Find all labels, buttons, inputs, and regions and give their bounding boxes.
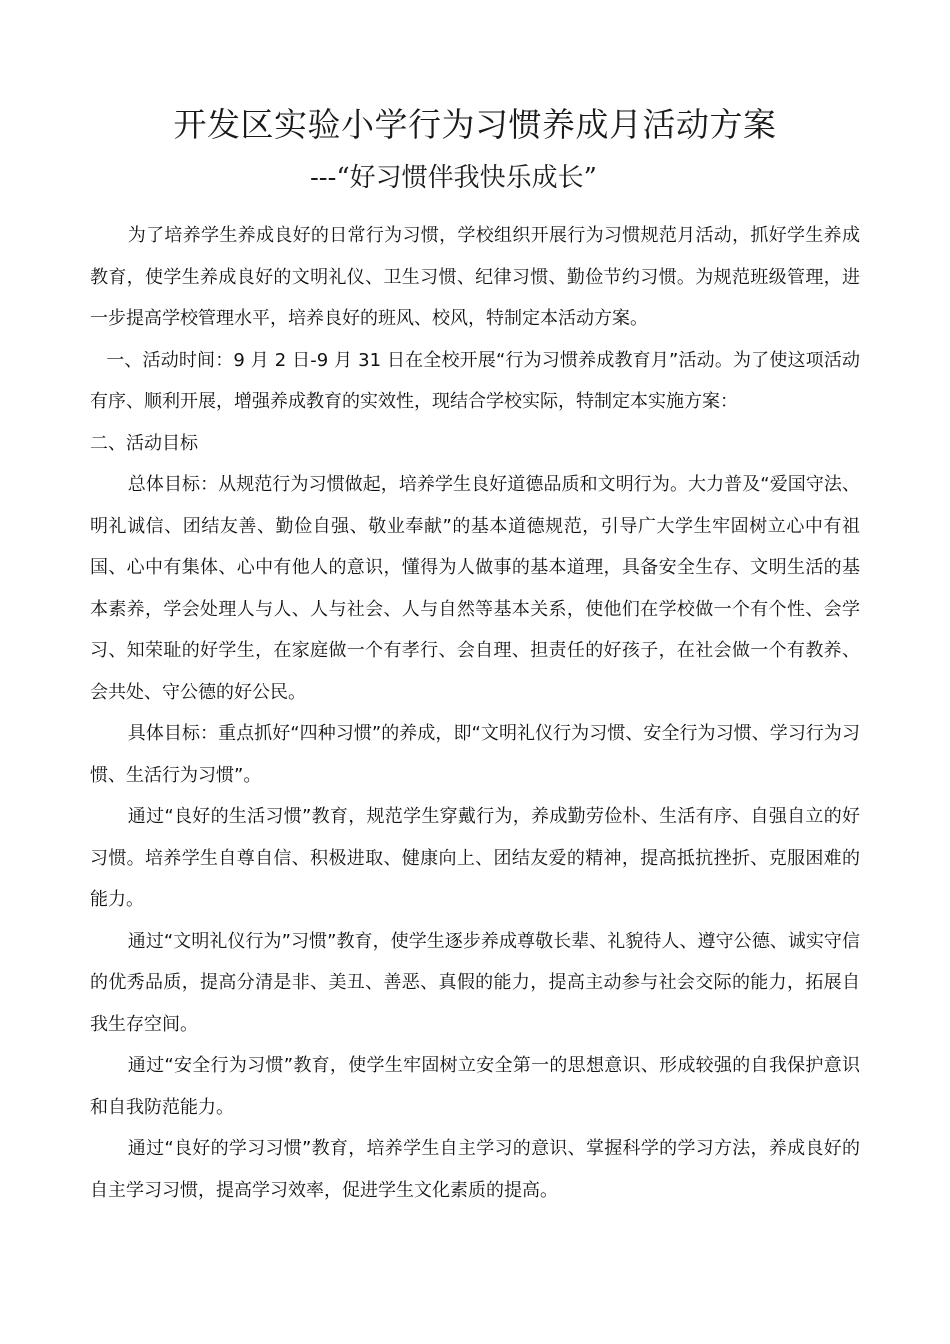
paragraph-safety-habits: 通过“安全行为习惯”教育，使学生牢固树立安全第一的思想意识、形成较强的自我保护意识和自我防范能力。	[90, 1055, 860, 1118]
paragraph-specific-goal: 具体目标：重点抓好“四种习惯”的养成，即“文明礼仪行为习惯、安全行为习惯、学习行为习惯、生活行为习惯”。	[90, 723, 860, 786]
document-subtitle: ---“好习惯伴我快乐成长”	[310, 163, 597, 193]
paragraph-etiquette-habits: 通过“文明礼仪行为”习惯”教育，使学生逐步养成尊敬长辈、礼貌待人、遵守公德、诚实守信的优秀品质，提高分清是非、美丑、善恶、真假的能力，提高主动参与社会交际的能力，拓展自我生存空间。	[90, 930, 860, 1035]
paragraph-study-habits: 通过“良好的学习习惯”教育，培养学生自主学习的意识、掌握科学的学习方法，养成良好的自主学习习惯，提高学习效率，促进学生文化素质的提高。	[90, 1138, 860, 1201]
document-title: 开发区实验小学行为习惯养成月活动方案	[173, 105, 777, 144]
document-body	[90, 215, 860, 1211]
paragraph-life-habits: 通过“良好的生活习惯”教育，规范学生穿戴行为，养成勤劳俭朴、生活有序、自强自立的好习惯。培养学生自尊自信、积极进取、健康向上、团结友爱的精神，提高抵抗挫折、克服困难的能力。	[90, 806, 860, 910]
section-heading-goals: 二、活动目标	[90, 432, 198, 454]
paragraph-overall-goal: 总体目标：从规范行为习惯做起，培养学生良好道德品质和文明行为。大力普及“爱国守法、明礼诚信、团结友善、勤俭自强、敬业奉献”的基本道德规范，引导广大学生牢固树立心中有祖国、心中有集体、心中有他人的意识，懂得为人做事的基本道理，具备安全生存、文明生活的基本素养，学会处理人与人、人与社会、人与自然等基本关系，使他们在学校做一个有个性、会学习、知荣耻的好学生，在家庭做一个有孝行、会自理、担责任的好孩子，在社会做一个有教养、会共处、守公德的好公民。	[90, 474, 860, 703]
paragraph-activity-time: 一、活动时间：9 月 2 日-9 月 31 日在全校开展“行为习惯养成教育月”活动。为了使这项活动有序、顺利开展，增强养成教育的实效性，现结合学校实际，特制定本实施方案：	[90, 349, 860, 412]
paragraph-intro: 为了培养学生养成良好的日常行为习惯，学校组织开展行为习惯规范月活动，抓好学生养成教育，使学生养成良好的文明礼仪、卫生习惯、纪律习惯、勤俭节约习惯。为规范班级管理，进一步提高学校管理水平，培养良好的班风、校风，特制定本活动方案。	[90, 225, 860, 329]
